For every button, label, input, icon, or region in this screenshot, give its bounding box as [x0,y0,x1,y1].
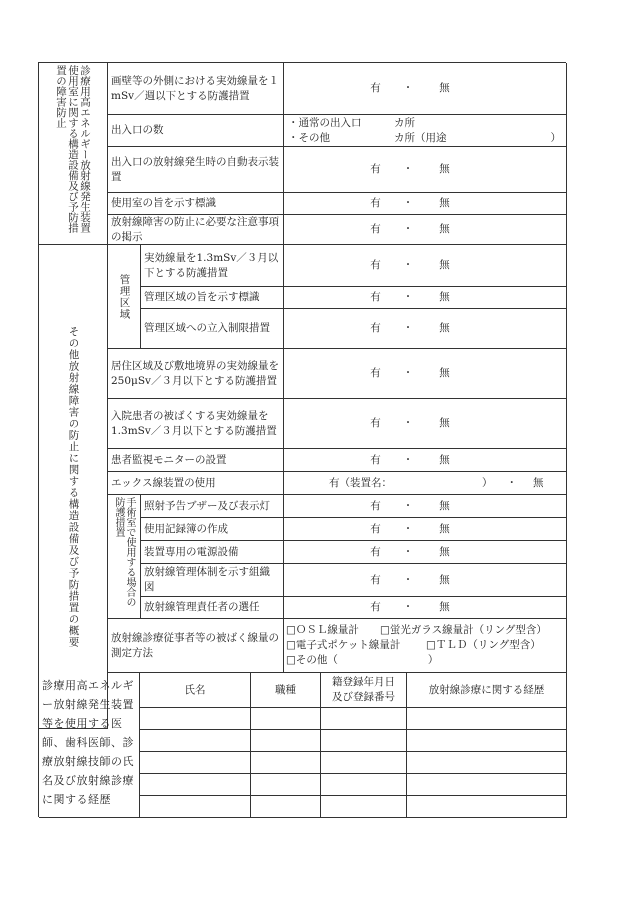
s2-row-xray-label: エックス線装置の使用 [108,472,284,495]
kanri-row1-choice[interactable] [284,245,567,287]
yes-option[interactable]: 有 [370,499,381,512]
separator-dot: ・ [402,322,414,334]
separator-dot: ・ [402,291,414,303]
yes-option[interactable]: 有 [370,367,381,379]
table-cell-career-5[interactable] [407,796,567,818]
table-cell-title-4[interactable] [251,774,321,796]
s2-row-inpatient-choice[interactable] [284,399,567,449]
table-cell-name-4[interactable] [140,774,251,796]
no-option[interactable]: 無 [439,417,450,429]
table-cell-name-3[interactable] [140,752,251,774]
or-row2-choice[interactable] [284,518,567,541]
or-row5-choice[interactable] [284,597,567,619]
s1-row1-label: 画壁等の外側における実効線量を１mSv／週以下とする防護措置 [108,63,284,115]
kanri-row2-label: 管理区域の旨を示す標識 [141,287,284,309]
table-cell-reg-5[interactable] [321,796,407,818]
s1-row4-choice[interactable] [284,193,567,215]
separator-dot: ・ [402,522,414,535]
no-option[interactable]: 無 [439,601,450,613]
s1-row5-choice[interactable] [284,215,567,245]
table-cell-career-1[interactable] [407,708,567,730]
no-option[interactable]: 無 [439,499,450,512]
dosimetry-label: 放射線診療従事者等の被ばく線量の測定方法 [108,619,284,673]
no-option[interactable]: 無 [439,223,450,235]
separator-dot: ・ [402,601,414,613]
table-cell-reg-3[interactable] [321,752,407,774]
s1-row5-label: 放射線障害の防止に必要な注意事項の掲示 [108,215,284,245]
registration-form [38,62,566,817]
no-option[interactable]: 無 [439,163,450,175]
no-option[interactable]: 無 [439,367,450,379]
no-option[interactable]: 無 [439,291,450,303]
yes-option[interactable]: 有 [370,453,381,466]
table-cell-title-2[interactable] [251,730,321,752]
kanri-row2-choice[interactable] [284,287,567,309]
table-cell-name-5[interactable] [140,796,251,818]
table-cell-name-2[interactable] [140,730,251,752]
col-registration-header: 籍登録年月日 及び登録番号 [321,673,407,708]
separator-dot: ・ [402,223,414,235]
s2-row-boundary-choice[interactable] [284,349,567,399]
yes-option[interactable]: 有 [370,82,381,94]
table-cell-title-3[interactable] [251,752,321,774]
table-cell-reg-2[interactable] [321,730,407,752]
section1-heading: 診療用高エネルギー放射線発生装置使用室に関する構造設備及び予防措置の障害防止 [39,63,108,245]
pocket-checkbox[interactable]: □電子式ポケット線量計 [286,639,401,651]
yes-option[interactable]: 有 [370,259,381,271]
yes-option[interactable]: 有 [370,223,381,235]
s1-row3-choice[interactable] [284,147,567,193]
kanri-row3-label: 管理区域への立入制限措置 [141,309,284,349]
separator-dot: ・ [402,367,414,379]
separator-dot: ・ [402,499,414,512]
kanri-row3-choice[interactable] [284,309,567,349]
no-option[interactable]: 無 [439,522,450,535]
col-career-header: 放射線診療に関する経歴 [407,673,567,708]
or-row3-choice[interactable] [284,541,567,564]
yes-option[interactable]: 有 [370,601,381,613]
yes-option[interactable]: 有 [370,197,381,209]
table-cell-title-1[interactable] [251,708,321,730]
no-option[interactable]: 無 [439,322,450,334]
s2-row-monitor-label: 患者監視モニターの設置 [108,449,284,472]
or-row5-label: 放射線管理責任者の選任 [141,597,284,619]
separator-dot: ・ [402,163,414,175]
no-option[interactable]: 無 [439,259,450,271]
other-checkbox[interactable]: □その他（ [286,654,338,666]
table-cell-reg-1[interactable] [321,708,407,730]
table-cell-reg-4[interactable] [321,774,407,796]
s2-row-xray-choice[interactable]: 有（装置名： ） ・ 無 [284,472,567,495]
separator-dot: ・ [402,259,414,271]
yes-option[interactable]: 有 [370,545,381,558]
no-option[interactable]: 無 [533,476,544,489]
table-cell-career-2[interactable] [407,730,567,752]
or-row4-choice[interactable] [284,564,567,597]
kanri-heading: 管理区域 [108,245,141,349]
table-cell-career-4[interactable] [407,774,567,796]
table-cell-name-1[interactable] [140,708,251,730]
or-row3-label: 装置専用の電源設備 [141,541,284,564]
no-option[interactable]: 無 [439,573,450,586]
yes-option[interactable]: 有 [370,322,381,334]
no-option[interactable]: 無 [439,82,450,94]
or-row2-label: 使用記録簿の作成 [141,518,284,541]
separator-dot: ・ [402,573,414,586]
no-option[interactable]: 無 [439,197,450,209]
kanri-row1-label: 実効線量を1.3mSv／３月以下とする防護措置 [141,245,284,287]
s1-row2-entry[interactable]: ・通常の出入口 カ所 ・その他 カ所（用途 ） [284,115,567,147]
yes-option[interactable]: 有 [370,291,381,303]
yes-option[interactable]: 有 [370,573,381,586]
separator-dot: ・ [402,417,414,429]
s1-row1-choice[interactable] [284,63,567,115]
s1-row2-label: 出入口の数 [108,115,284,147]
operating-room-heading: 手術室で使用する場合の防護措置 [108,495,141,619]
yes-option[interactable]: 有 [370,163,381,175]
dosimetry-options[interactable]: □ＯＳＬ線量計 □蛍光ガラス線量計（リング型含） □電子式ポケット線量計 □ＴＬＤ（リング型含） □その他（ ） [284,619,567,673]
yes-option[interactable]: 有 [370,522,381,535]
s1-row4-label: 使用室の旨を示す標識 [108,193,284,215]
separator-dot: ・ [402,453,414,466]
col-name-header: 氏名 [140,673,251,708]
separator-dot: ・ [506,476,517,489]
no-option[interactable]: 無 [439,453,450,466]
s2-row-monitor-choice[interactable] [284,449,567,472]
table-cell-title-5[interactable] [251,796,321,818]
s2-row-boundary-label: 居住区域及び敷地境界の実効線量を250μSv／３月以下とする防護措置 [108,349,284,399]
section3-heading: 診療用高エネルギー放射線発生装置等を使用する医師、歯科医師、診療放射線技師の氏名及び放射線診療に関する経歴 [39,673,140,818]
col-title-header: 職種 [251,673,321,708]
separator-dot: ・ [402,197,414,209]
separator-dot: ・ [402,82,414,94]
s1-row3-label: 出入口の放射線発生時の自動表示装置 [108,147,284,193]
yes-option[interactable]: 有 [370,417,381,429]
tld-checkbox[interactable]: □ＴＬＤ（リング型含） [426,639,541,651]
no-option[interactable]: 無 [439,545,450,558]
section2-heading: その他放射線障害の防止に関する構造設備及び予防措置の概要 [39,245,108,729]
or-row1-choice[interactable] [284,495,567,518]
or-row4-label: 放射線管理体制を示す組織図 [141,564,284,597]
osl-checkbox[interactable]: □ＯＳＬ線量計 [286,624,359,636]
table-cell-career-3[interactable] [407,752,567,774]
glass-checkbox[interactable]: □蛍光ガラス線量計（リング型含） [380,624,547,636]
or-row1-label: 照射予告ブザー及び表示灯 [141,495,284,518]
yes-device-option[interactable]: 有（装置名： [329,476,392,489]
s2-row-inpatient-label: 入院患者の被ばくする実効線量を1.3mSv／３月以下とする防護措置 [108,399,284,449]
separator-dot: ・ [402,545,414,558]
